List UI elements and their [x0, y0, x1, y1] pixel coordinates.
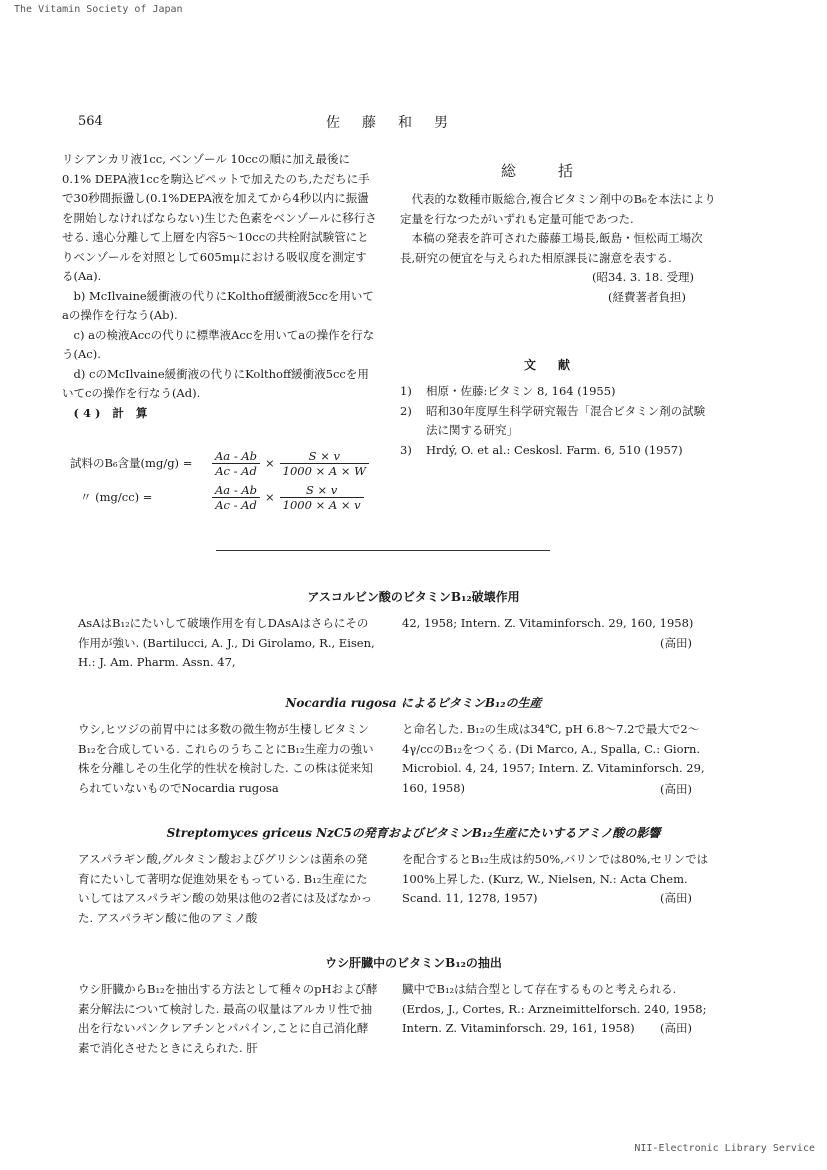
- fraction-a: [212, 483, 260, 512]
- formula-row-2: [70, 482, 369, 512]
- times-sign: ×: [265, 490, 275, 504]
- article-2-right: [402, 720, 710, 798]
- article-1-signature: (高田): [660, 635, 692, 650]
- method-paragraph-b: b) McIlvaine緩衝液の代りにKolthoff緩衝液5ccを用いてaの操作を行なう(Ab).: [62, 288, 374, 322]
- summary-heading: 総括: [500, 162, 615, 180]
- fraction-num: Aa - Ab: [212, 449, 260, 464]
- article-2-signature: (高田): [660, 781, 692, 796]
- article-4-right-text: 臓中でB₁₂は結合型として存在するものと考えられる. (Erdos, J., Cortes, R.: Arzneimittelforsch. 240, 1958; Intern. Z. Vitaminforsch. 29, 161, 1958): [402, 982, 707, 1035]
- article-4-right: [402, 980, 710, 1039]
- article-title-2: Nocardia rugosa によるビタミンB₁₂の生産: [285, 696, 542, 710]
- fraction-den: Ac - Ad: [215, 497, 257, 512]
- fraction-num: Aa - Ab: [212, 483, 260, 498]
- formula-row-1: [70, 444, 369, 482]
- reference-text: 相原・佐藤:ビタミン 8, 164 (1955): [426, 384, 616, 398]
- article-title-1: アスコルビン酸のビタミンB₁₂破壊作用: [307, 590, 520, 604]
- times-sign: ×: [265, 456, 275, 470]
- formula-label-2: 〃 (mg/cc) =: [80, 490, 153, 504]
- reference-item: [400, 382, 716, 402]
- article-title-3: Streptomyces griceus NzC5の発育およびビタミンB₁₂生産にたいするアミノ酸の影響: [166, 826, 661, 840]
- reference-number: 2): [400, 403, 412, 418]
- method-paragraph-d: d) cのMcIlvaine緩衝液の代りにKolthoff緩衝液5ccを用いてcの操作を行なう(Ad).: [62, 366, 369, 400]
- summary-paragraph-1: 代表的な数種市販総合,複合ビタミン剤中のB₆を本法により定量を行なつたがいずれも定量可能であつた.: [400, 192, 716, 226]
- section-divider: [216, 550, 550, 551]
- reference-text: 昭和30年度厚生科学研究報告「混合ビタミン剤の試験法に関する研究」: [426, 403, 706, 437]
- reference-item: [400, 402, 716, 441]
- right-column: [400, 190, 716, 307]
- formula-label-1: 試料のB₆含量(mg/g) =: [70, 456, 193, 470]
- article-1-right: [402, 614, 710, 653]
- society-header: The Vitamin Society of Japan: [14, 4, 183, 15]
- funding-note: (経費著者負担): [608, 289, 686, 304]
- article-4-signature: (高田): [660, 1021, 692, 1035]
- reference-item: [400, 441, 716, 461]
- article-3-left: アスパラギン酸,グルタミン酸およびグリシンは菌糸の発育にたいして著明な促進効果をもっている. B₁₂生産にたいしてはアスパラギン酸の効果は他の2者には及ばなかった. アスパラギン酸に他のアミノ酸: [78, 852, 373, 925]
- fraction-den: Ac - Ad: [215, 463, 257, 478]
- article-3-signature: (高田): [660, 891, 692, 905]
- fraction-num: S × v: [280, 449, 369, 464]
- fraction-a: [212, 449, 260, 478]
- article-1-right-text: 42, 1958; Intern. Z. Vitaminforsch. 29, 160, 1958): [402, 616, 694, 630]
- fraction-b: [280, 449, 369, 478]
- article-2-left: ウシ,ヒツジの前胃中には多数の微生物が生棲しビタミンB₁₂を合成している. これらのうちことにB₁₂生産力の強い株を分離しその生化学的性状を検討した. この株は従来知られていないものでNocardia rugosa: [78, 722, 374, 795]
- article-title-4: ウシ肝臓中のビタミンB₁₂の抽出: [325, 956, 502, 970]
- references-list: [400, 382, 716, 460]
- acknowledgment-paragraph: 本稿の発表を許可された藤藤工場長,飯島・恒松両工場次長,研究の便宜を与えられた相原課長に謝意を表する.: [400, 231, 703, 265]
- article-2-right-text: と命名した. B₁₂の生成は34℃, pH 6.8〜7.2で最大で2〜4γ/ccのB₁₂をつくる. (Di Marco, A., Spalla, C.: Giorn. Microbiol. 4, 24, 1957; Intern. Z. Vitaminforsch. 29, 160, 1958): [402, 722, 705, 795]
- reference-number: 3): [400, 442, 412, 457]
- fraction-b: [280, 483, 364, 512]
- fraction-num: S × v: [280, 483, 364, 498]
- reference-text: Hrdý, O. et al.: Ceskosl. Farm. 6, 510 (1957): [426, 442, 683, 457]
- article-3-right: [402, 850, 710, 909]
- received-date: (昭34. 3. 18. 受理): [592, 270, 694, 284]
- method-paragraph-c: c) aの検液Accの代りに標準液Accを用いてaの操作を行なう(Ac).: [62, 327, 375, 361]
- reference-number: 1): [400, 384, 412, 398]
- left-column: [62, 150, 378, 423]
- article-4-left: ウシ肝臓からB₁₂を抽出する方法として種々のpHおよび酵素分解法について検討した. 最高の収量はアルカリ性で抽出を行ないパンクレアチンとパパイン,ことに自己消化酵素で消化させたときにえられた. 肝: [78, 982, 378, 1055]
- formula-block: [70, 444, 369, 512]
- library-footer: NII-Electronic Library Service: [634, 1143, 815, 1154]
- page-number: 564: [78, 114, 103, 129]
- article-3-right-text: を配合するとB₁₂生成は約50%,バリンでは80%,セリンでは100%上昇した. (Kurz, W., Nielsen, N.: Acta Chem. Scand. 11, 1278, 1957): [402, 852, 709, 905]
- article-1-left: AsAはB₁₂にたいして破壊作用を有しDAsAはさらにその作用が強い. (Bartilucci, A. J., Di Girolamo, R., Eisen, H.: J. Am. Pharm. Assn. 47,: [78, 616, 375, 669]
- fraction-den: 1000 × A × v: [282, 497, 361, 512]
- fraction-den: 1000 × A × W: [282, 463, 366, 478]
- calc-heading: (4) 計 算: [73, 405, 152, 420]
- author-name: 佐藤和男: [326, 115, 470, 131]
- method-paragraph-a: リシアンカリ液1cc, ベンゾール 10ccの順に加え最後に0.1% DEPA液1ccを駒込ピペットで加えたのち,ただちに手で30秒間振盪し(0.1%DEPA液を加えてから4秒以内に振盪を開始しなければならない)生じた色素をベンゾールに移行させる. 遠心分離して上層を内容5〜10ccの共栓附試験管にとりベンゾールを対照として605mμにおける吸収度を測定する(Aa).: [62, 152, 377, 283]
- references-heading: 文献: [523, 358, 592, 372]
